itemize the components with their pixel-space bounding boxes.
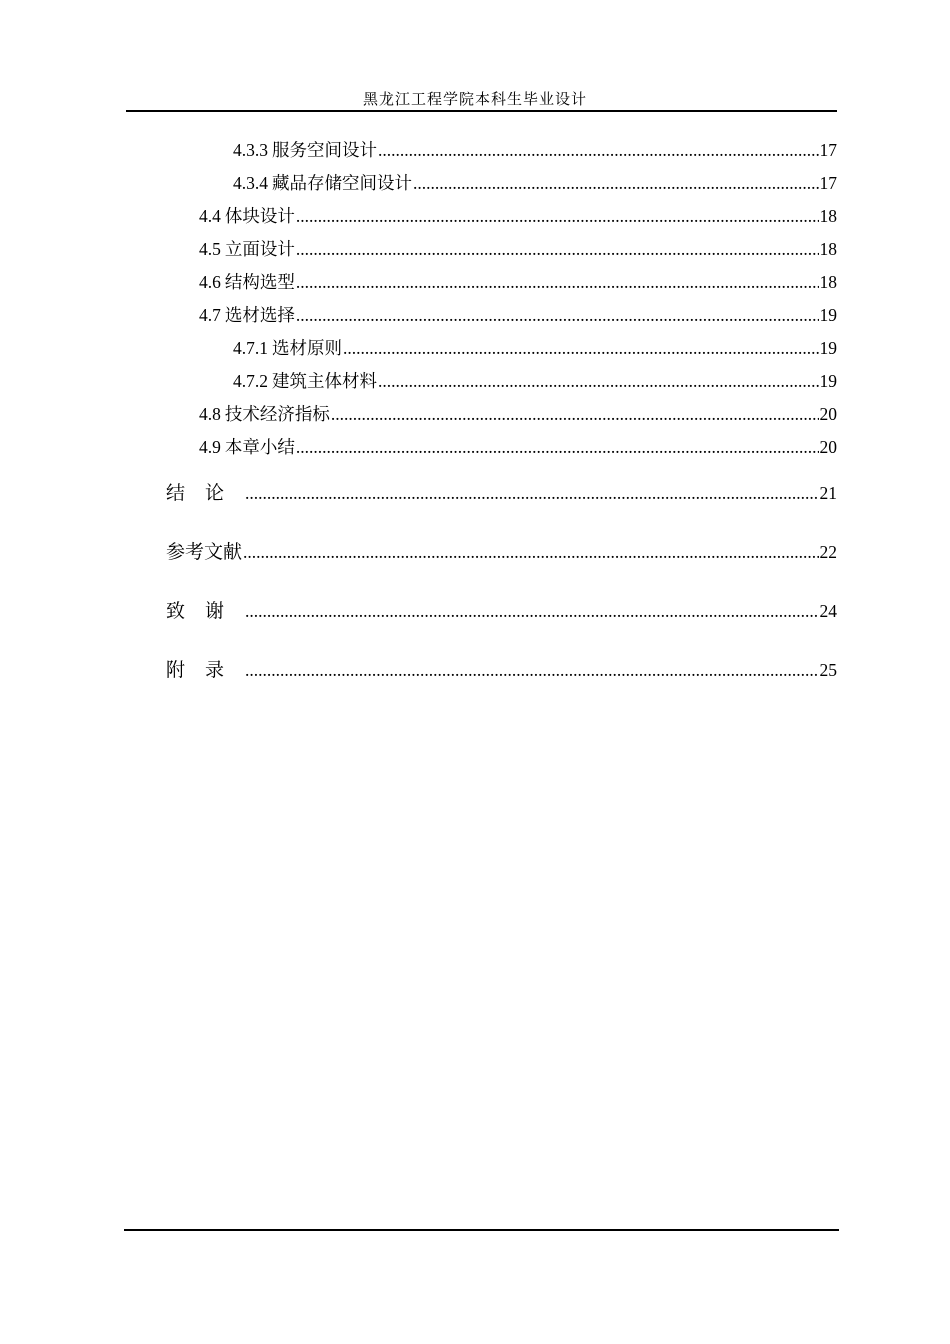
toc-entry-number: 4.5 <box>199 239 221 259</box>
toc-entry-page: 18 <box>819 239 837 259</box>
toc-entry-title: 结论 <box>166 482 245 504</box>
header-rule <box>126 110 837 112</box>
toc-entry[interactable] <box>199 436 837 458</box>
toc-entry-title: 藏品存储空间设计 <box>272 173 412 193</box>
toc-entry-page: 17 <box>819 173 837 193</box>
toc-entry[interactable] <box>233 139 837 161</box>
toc-entry-page: 19 <box>819 305 837 325</box>
toc-dot-leader <box>296 304 819 326</box>
toc-dot-leader <box>378 139 819 161</box>
toc-entry-chapter[interactable] <box>166 600 837 622</box>
toc-entry-number: 4.6 <box>199 272 221 292</box>
toc-entry-page: 20 <box>819 437 837 457</box>
toc-dot-leader <box>296 205 819 227</box>
toc-dot-leader <box>245 659 818 681</box>
toc-entry-page: 21 <box>819 483 837 503</box>
toc-entry-chapter[interactable] <box>166 659 837 681</box>
toc-entry-page: 17 <box>819 140 837 160</box>
toc-dot-leader <box>343 337 819 359</box>
toc-dot-leader <box>245 482 818 504</box>
toc-entry-chapter[interactable] <box>166 482 837 504</box>
toc-entry-chapter[interactable] <box>166 541 837 563</box>
toc-dot-leader <box>378 370 819 392</box>
toc-entry-page: 18 <box>819 206 837 226</box>
toc-entry-page: 20 <box>819 404 837 424</box>
toc-entry-title: 结构选型 <box>224 272 295 292</box>
toc-dot-leader <box>296 271 819 293</box>
toc-entry-title: 附录 <box>166 659 245 681</box>
toc-entry-title: 致谢 <box>166 600 245 622</box>
toc-entry[interactable] <box>199 238 837 260</box>
toc-entry-title: 建筑主体材料 <box>272 371 377 391</box>
toc-dot-leader <box>331 403 819 425</box>
toc-entry-title: 服务空间设计 <box>272 140 377 160</box>
toc-entry-title: 选材原则 <box>272 338 342 358</box>
toc-entry-page: 24 <box>819 601 837 621</box>
toc-entry-number: 4.4 <box>199 206 221 226</box>
toc-dot-leader <box>296 238 819 260</box>
toc-entry-page: 19 <box>819 371 837 391</box>
footer-rule <box>124 1229 839 1231</box>
toc-entry-title: 本章小结 <box>224 437 295 457</box>
toc-entry[interactable] <box>199 271 837 293</box>
toc-entry[interactable] <box>199 304 837 326</box>
toc-entry-number: 4.8 <box>199 404 221 424</box>
toc-entry[interactable] <box>199 205 837 227</box>
toc-entry-page: 25 <box>819 660 837 680</box>
running-header-title: 黑龙江工程学院本科生毕业设计 <box>362 92 587 108</box>
toc-entry-number: 4.7.2 <box>233 371 268 391</box>
toc-entry-page: 22 <box>819 542 837 562</box>
toc-entry-title: 选材选择 <box>224 305 295 325</box>
toc-dot-leader <box>296 436 819 458</box>
toc-dot-leader <box>243 541 818 563</box>
toc-entry-number: 4.3.4 <box>233 173 268 193</box>
toc-entry-title: 立面设计 <box>224 239 295 259</box>
toc-entry-number: 4.3.3 <box>233 140 268 160</box>
toc-entry[interactable] <box>233 337 837 359</box>
toc-entry[interactable] <box>233 172 837 194</box>
toc-entry-page: 18 <box>819 272 837 292</box>
toc-entry-page: 19 <box>819 338 837 358</box>
toc-entry-number: 4.9 <box>199 437 221 457</box>
toc-entry-title: 技术经济指标 <box>224 404 330 424</box>
toc-entry-number: 4.7.1 <box>233 338 268 358</box>
toc-dot-leader <box>413 172 819 194</box>
toc-entry-title: 体块设计 <box>224 206 295 226</box>
toc-dot-leader <box>245 600 818 622</box>
toc-entry[interactable] <box>233 370 837 392</box>
toc-entry[interactable] <box>199 403 837 425</box>
toc-entry-title: 参考文献 <box>166 541 243 563</box>
toc-entry-number: 4.7 <box>199 305 221 325</box>
